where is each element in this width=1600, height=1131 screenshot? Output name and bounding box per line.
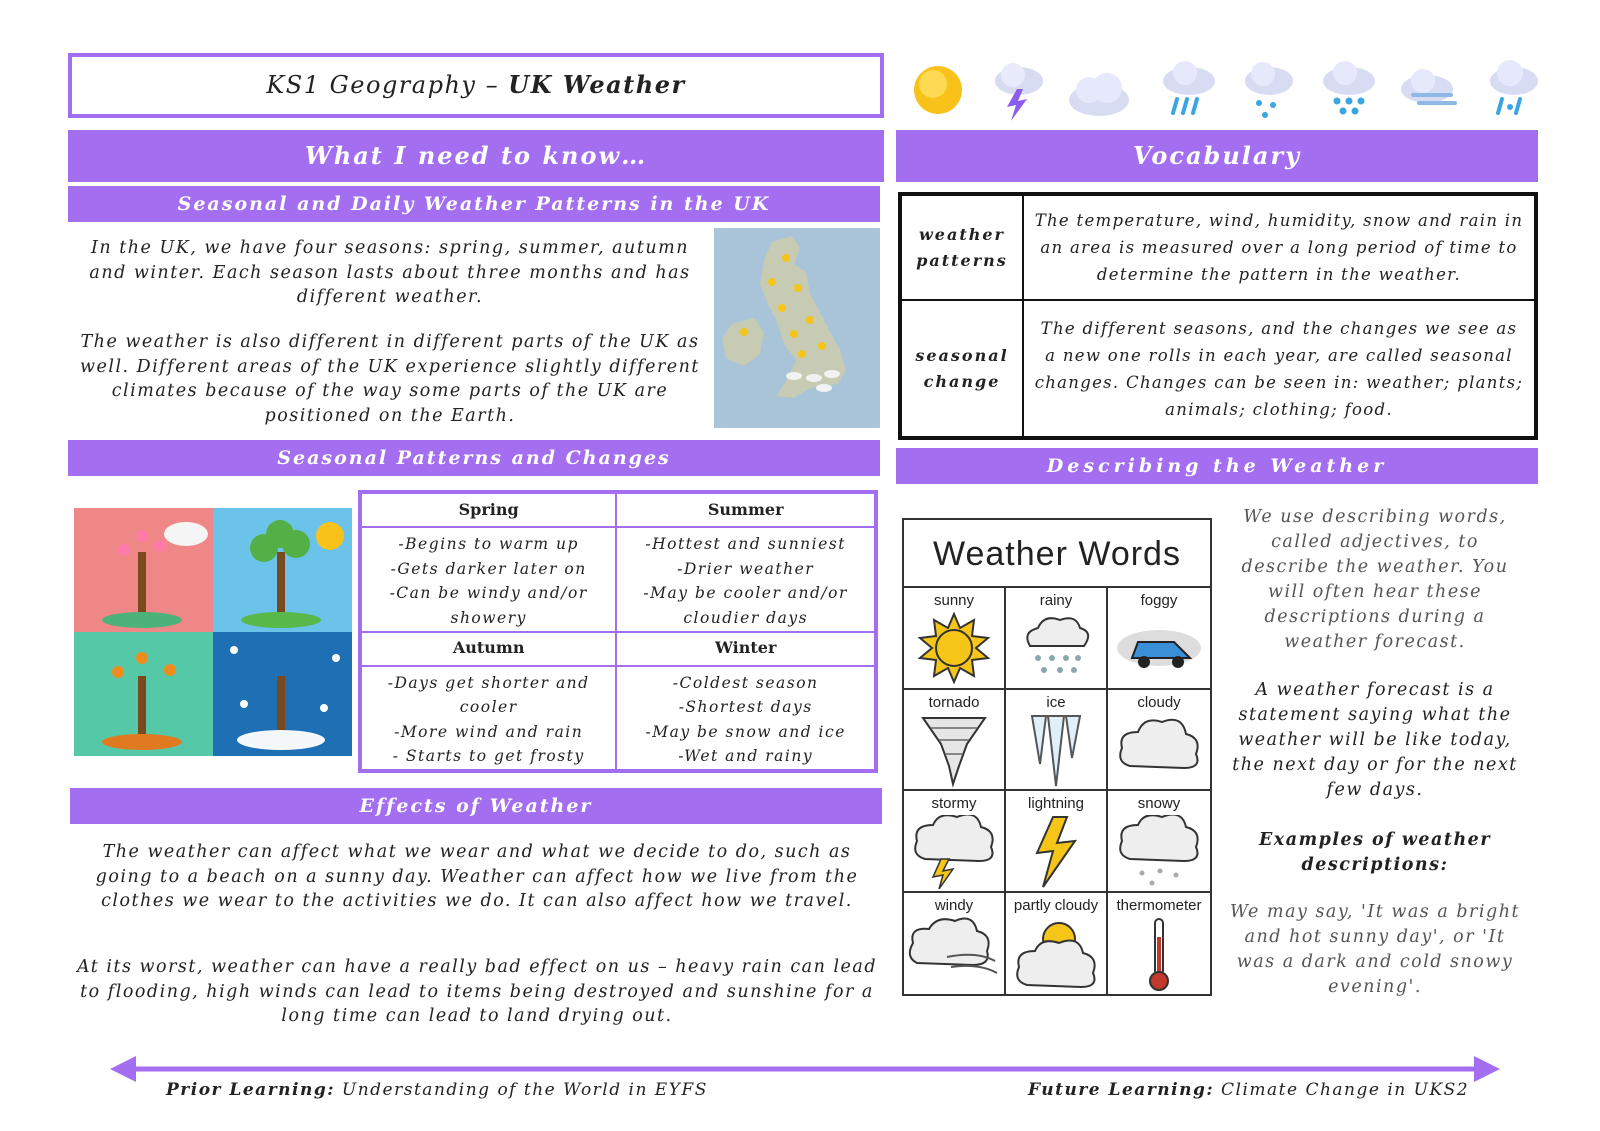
know-header: What I need to know… bbox=[68, 130, 884, 182]
sunny-icon bbox=[914, 612, 994, 684]
season-header-autumn: Autumn bbox=[361, 632, 616, 666]
cloud-icon bbox=[1063, 60, 1133, 130]
vocab-definition-seasonal-change: The different seasons, and the changes we see as a new one rolls in each year, are called seasonal changes. Changes can be seen in: weather; plants; animals; clothing; food. bbox=[1023, 300, 1535, 437]
stormy-icon bbox=[911, 815, 997, 889]
word-cell-windy: windy bbox=[904, 893, 1006, 995]
word-cell-rainy: rainy bbox=[1006, 588, 1108, 690]
forecast-paragraph: A weather forecast is a statement saying what the weather will be like today, the next day or for the next few days. bbox=[1232, 680, 1518, 800]
word-cell-thermometer: thermometer bbox=[1108, 893, 1210, 995]
uk-weather-map bbox=[714, 228, 880, 428]
adjectives-paragraph: We use describing words, called adjectives, to describe the weather. You will often hear these descriptions during a weather forecast. bbox=[1241, 507, 1509, 652]
word-cell-lightning: lightning bbox=[1006, 791, 1108, 893]
future-learning: Future Learning: Climate Change in UKS2 bbox=[1028, 1080, 1470, 1100]
examples-paragraph: We may say, 'It was a bright and hot sunny day', or 'It was a dark and cold snowy evening'. bbox=[1230, 902, 1520, 997]
vocabulary-header: Vocabulary bbox=[896, 130, 1538, 182]
wind-icon bbox=[1393, 55, 1463, 125]
seasons-table bbox=[358, 490, 878, 773]
season-cell-summer: -Hottest and sunniest -Drier weather -May be cooler and/or cloudier days bbox=[616, 527, 875, 632]
word-cell-cloudy: cloudy bbox=[1108, 690, 1210, 792]
word-cell-stormy: stormy bbox=[904, 791, 1006, 893]
windy-icon bbox=[907, 917, 1001, 987]
effects-paragraph-2: At its worst, weather can have a really bad effect on us – heavy rain can lead to flooding, high winds can lead to items being destroyed and sunshine for a long time can lead to land drying out. bbox=[76, 957, 878, 1026]
season-cell-autumn: -Days get shorter and cooler -More wind and rain - Starts to get frosty bbox=[361, 666, 616, 771]
vocabulary-table bbox=[898, 192, 1538, 440]
cloudy-icon bbox=[1116, 714, 1202, 774]
season-cell-winter: -Coldest season -Shortest days -May be snow and ice -Wet and rainy bbox=[616, 666, 875, 771]
seasons-paragraph: In the UK, we have four seasons: spring, summer, autumn and winter. Each season lasts about three months and has different weather. bbox=[89, 238, 691, 307]
climate-paragraph: The weather is also different in different parts of the UK as well. Different areas of the UK experience slightly different climates because of the way some parts of the UK are positioned on the Earth. bbox=[80, 332, 700, 426]
season-header-summer: Summer bbox=[616, 493, 875, 527]
sleet-icon bbox=[1478, 55, 1548, 125]
vocab-term-weather-patterns: weather patterns bbox=[901, 195, 1023, 300]
rainy-icon bbox=[1016, 612, 1096, 684]
word-cell-partly-cloudy: partly cloudy bbox=[1006, 893, 1108, 995]
partly-cloudy-icon bbox=[1013, 917, 1099, 991]
hail-icon bbox=[1313, 55, 1383, 125]
season-header-winter: Winter bbox=[616, 632, 875, 666]
effects-paragraph-1: The weather can affect what we wear and what we decide to do, such as going to a beach on a sunny day. Weather can affect how we live from the clothes we wear to the activities we do. It can also affect how we travel. bbox=[95, 842, 859, 911]
season-header-spring: Spring bbox=[361, 493, 616, 527]
section-title-describing: Describing the Weather bbox=[896, 448, 1538, 484]
foggy-icon bbox=[1114, 612, 1204, 684]
season-cell-spring: -Begins to warm up -Gets darker later on -Can be windy and/or showery bbox=[361, 527, 616, 632]
snowy-icon bbox=[1116, 815, 1202, 889]
thermometer-icon bbox=[1144, 917, 1174, 993]
word-cell-foggy: foggy bbox=[1108, 588, 1210, 690]
section-title-seasonal-daily: Seasonal and Daily Weather Patterns in the UK bbox=[68, 186, 880, 222]
examples-title: Examples of weather descriptions: bbox=[1258, 830, 1492, 875]
word-cell-ice: ice bbox=[1006, 690, 1108, 792]
weather-words-chart bbox=[902, 518, 1212, 996]
tornado-icon bbox=[919, 714, 989, 788]
word-cell-tornado: tornado bbox=[904, 690, 1006, 792]
vocab-term-seasonal-change: seasonal change bbox=[901, 300, 1023, 437]
page-title: KS1 Geography – UK Weather bbox=[68, 53, 884, 118]
thunderstorm-icon bbox=[983, 55, 1053, 125]
weather-words-title: Weather Words bbox=[904, 520, 1210, 588]
word-cell-sunny: sunny bbox=[904, 588, 1006, 690]
lightning-icon bbox=[1031, 815, 1081, 889]
four-seasons-trees bbox=[74, 508, 352, 756]
prior-learning: Prior Learning: Understanding of the World in EYFS bbox=[166, 1080, 708, 1100]
sun-icon bbox=[903, 55, 973, 125]
ice-icon bbox=[1026, 714, 1086, 788]
section-title-seasonal-patterns: Seasonal Patterns and Changes bbox=[68, 440, 880, 476]
section-title-effects: Effects of Weather bbox=[70, 788, 882, 824]
rain-icon bbox=[1153, 55, 1223, 125]
vocab-definition-weather-patterns: The temperature, wind, humidity, snow and rain in an area is measured over a long period of time to determine the pattern in the weather. bbox=[1023, 195, 1535, 300]
snow-icon bbox=[1233, 55, 1303, 125]
word-cell-snowy: snowy bbox=[1108, 791, 1210, 893]
